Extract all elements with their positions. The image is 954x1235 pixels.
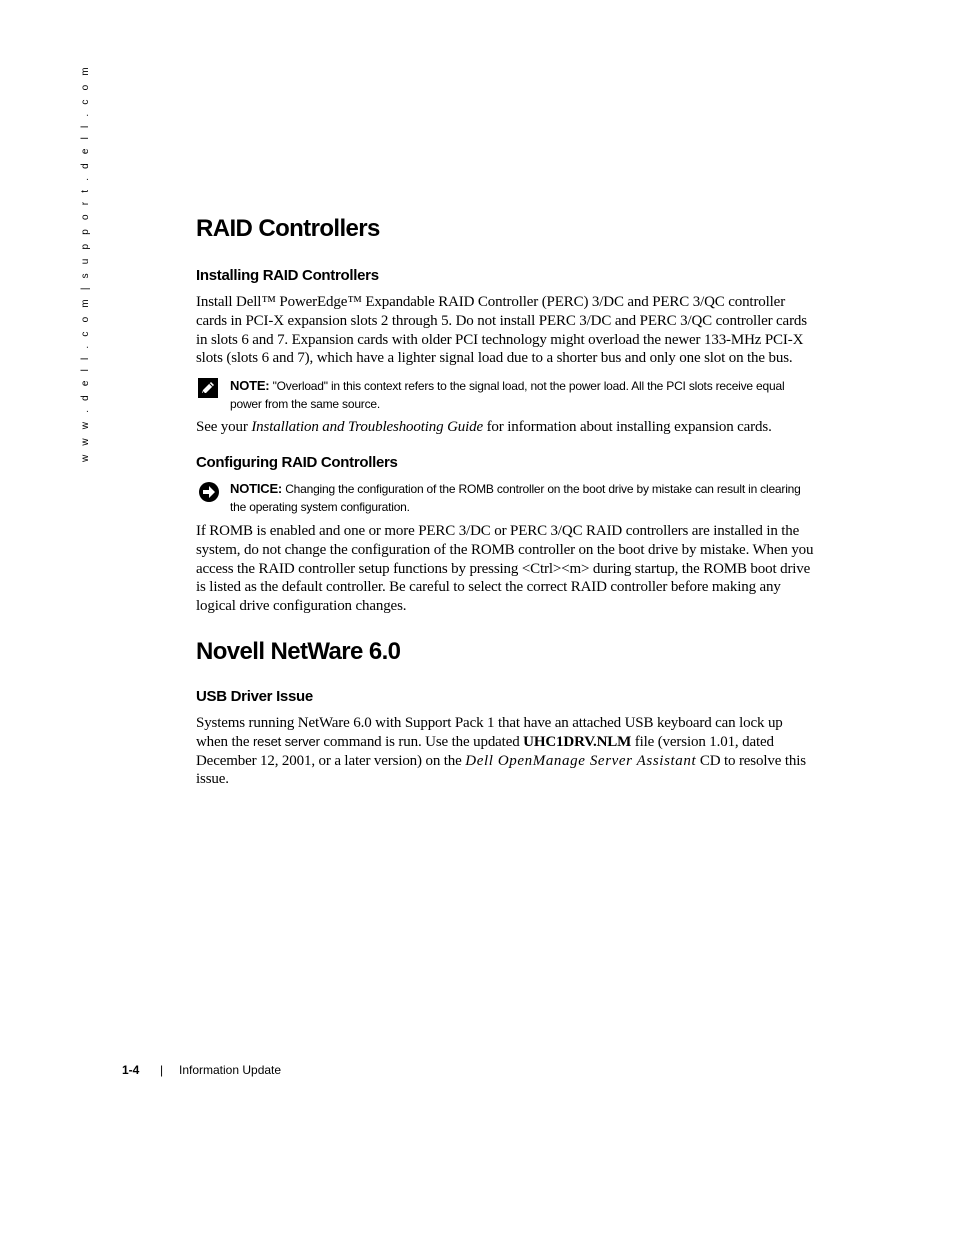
note-label: NOTE:: [230, 378, 270, 394]
footer-separator: |: [160, 1063, 164, 1077]
subsection-title-installing: Installing RAID Controllers: [196, 267, 379, 284]
notice-text: Changing the configuration of the ROMB controller on the boot drive by mistake can result in clearing the operating system configuration.: [230, 481, 801, 514]
subsection-title-configuring: Configuring RAID Controllers: [196, 453, 398, 471]
see-pre: See your: [196, 419, 252, 436]
reset-server-command: reset server: [252, 733, 320, 749]
section-title-raid: RAID Controllers: [196, 215, 380, 242]
guide-title: Installation and Troubleshooting Guide: [251, 419, 483, 436]
see-post: for information about installing expansion cards.: [482, 419, 772, 436]
arrow-notice-icon: [198, 481, 218, 501]
driver-file-name: UHC1DRV.NLM: [523, 733, 632, 750]
see-guide-paragraph: [196, 418, 816, 437]
main-content: [196, 214, 816, 789]
usb-text-1: Systems running NetWare 6.0 with Support Pack 1 that have an attached USB keyboard can lock up when the: [196, 714, 783, 750]
section-title-netware: Novell NetWare 6.0: [196, 637, 401, 665]
osa-title: Dell OpenManage Server Assistant: [465, 752, 697, 769]
note-callout: [196, 377, 816, 413]
footer-title: Information Update: [179, 1063, 282, 1077]
usb-text-3: file (version 1.01, dated December 12, 2001, or a later version) on the: [196, 733, 774, 769]
installing-paragraph: Install Dell™ PowerEdge™ Expandable RAID Controller (PERC) 3/DC and PERC 3/QC controller cards in PCI-X expansion slots 2 through 5. Do not install PERC 3/DC and PERC 3/QC controller cards in slots 6 and 7. Expansion cards with older PCI technology might overload the newer 133-MHz PCI-X slots (slots 6 and 7), which have a lighter signal load due to a shorter bus and only one slot on the bus.: [196, 294, 807, 367]
note-text: "Overload" in this context refers to the signal load, not the power load. All the PCI slots receive equal power from the same source.: [230, 379, 785, 412]
page-number: 1-4: [122, 1063, 140, 1077]
notice-label: NOTICE:: [230, 480, 283, 496]
usb-paragraph: [196, 714, 816, 789]
pencil-note-icon: [198, 378, 218, 398]
subsection-title-usb: USB Driver Issue: [196, 687, 313, 705]
usb-text-4: CD to resolve this issue.: [196, 752, 806, 788]
configuring-paragraph: If ROMB is enabled and one or more PERC 3/DC or PERC 3/QC RAID controllers are installed in the system, do not change the configuration of the ROMB controller on the boot drive by mistake. When you access the RAID controller setup functions by pressing <Ctrl><m> during startup, the ROMB boot drive is listed as the default controller. Be careful to select the correct RAID controller before making any logical drive configuration changes.: [196, 522, 814, 615]
usb-text-2: command is run. Use the updated: [319, 733, 524, 750]
side-url: w w w . d e l l . c o m | s u p p o r t . d e l l . c o m: [80, 64, 91, 462]
page-footer: [122, 1062, 282, 1078]
notice-callout: [196, 480, 816, 516]
